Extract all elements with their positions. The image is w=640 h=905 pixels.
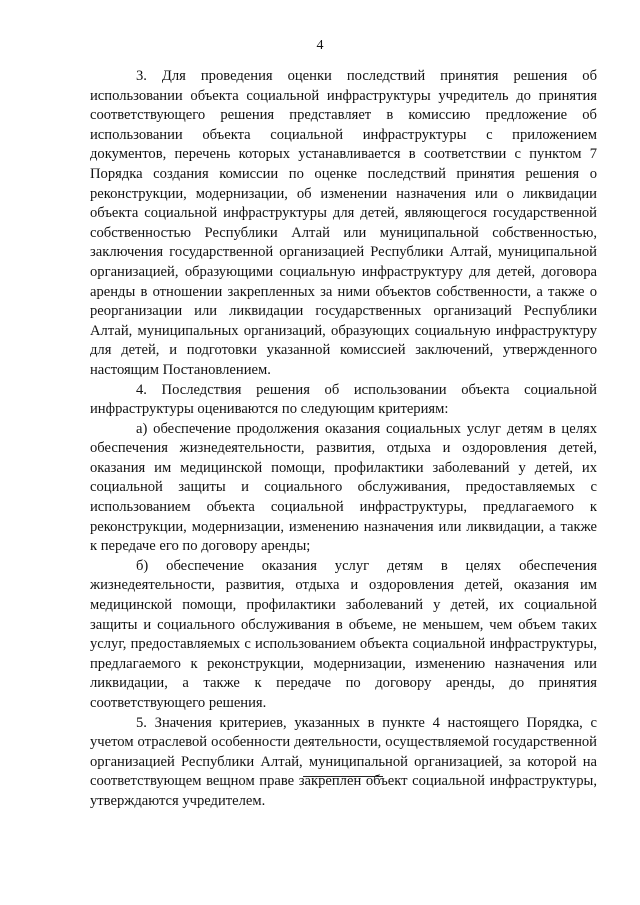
paragraph-item-5: 5. Значения критериев, указанных в пункте 4 настоящего Порядка, с учетом отраслевой особенности деятельности, осуществляемой государственной организацией Республики Алтай, муниципальной организацией, за которой на соответствующем вещном праве закреплен объект социальной инфраструктуры, утверждаются учредителем. (90, 714, 597, 809)
page-number: 4 (316, 38, 324, 53)
paragraph-item-3: 3. Для проведения оценки последствий принятия решения об использовании объекта социальной инфраструктуры учредитель до принятия соответствующего решения представляет в комиссию предложение об использовании объекта социальной инфраструктуры с приложением документов, перечень которых устанавливается в соответствии с пунктом 7 Порядка создания комиссии по оценке последствий принятия решения о реконструкции, модернизации, об изменении назначения или о ликвидации объекта социальной инфраструктуры для детей, являющегося государственной собственностью Республики Алтай или муниципальной собственностью, заключения государственной организацией Республики Алтай, муниципальной организацией, образующими социальную инфраструктуру для детей, договора аренды в отношении закрепленных за ними объектов собственности, а также о реорганизации или ликвидации государственных организаций Республики Алтай, муниципальных организаций, образующих социальную инфраструктуру для детей, и подготовки указанной комиссией заключений, утвержденного настоящим Постановлением. (90, 68, 597, 378)
end-divider (303, 776, 383, 777)
paragraph-subitem-b: б) обеспечение оказания услуг детям в целях обеспечения жизнедеятельности, развития, отдыха и оздоровления детей, оказания им медицинской помощи, профилактики заболеваний у детей, их социальной защиты и социального обслуживания в объеме, не меньшем, чем объем таких услуг, предоставляемых с использованием объекта социальной инфраструктуры, предлагаемого к реконструкции, модернизации, изменению назначения или ликвидации, а также к передаче по договору аренды, до принятия соответствующего решения. (90, 557, 597, 711)
document-body (90, 67, 597, 812)
paragraph-item-4: 4. Последствия решения об использовании объекта социальной инфраструктуры оцениваются по следующим критериям: (90, 381, 597, 418)
paragraph-subitem-a: а) обеспечение продолжения оказания социальных услуг детям в целях обеспечения жизнедеятельности, развития, отдыха и оздоровления детей, оказания им медицинской помощи, профилактики заболеваний у детей, их социальной защиты и социального обслуживания, предоставляемых с использованием объекта социальной инфраструктуры, предлагаемого к реконструкции, модернизации, изменению назначения или ликвидации, а также к передаче его по договору аренды; (90, 420, 597, 555)
